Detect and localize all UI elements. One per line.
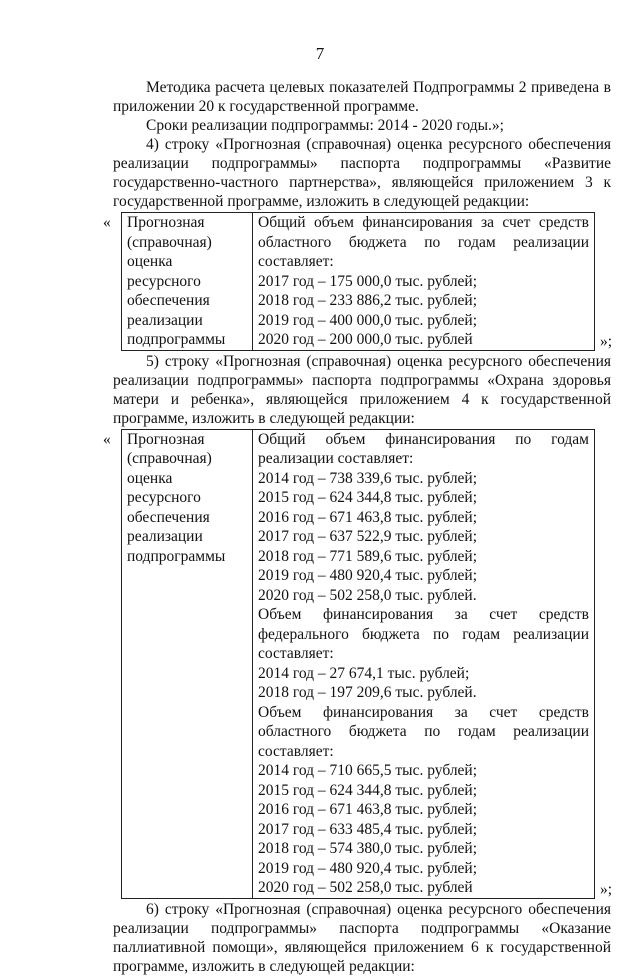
total-line: 2019 год – 480 920,4 тыс. рублей; xyxy=(258,567,478,584)
paragraph-item-6: 6) строку «Прогнозная (справочная) оценка ресурсного обеспечения реализации подпрограммы» паспорта подпрограммы «Оказание паллиативной помощи», являющейся приложением 6 к государственной программе, изложить в следующей редакции: xyxy=(113,900,611,975)
federal-line: 2018 год – 197 209,6 тыс. рублей. xyxy=(258,684,477,701)
document-body xyxy=(103,78,613,976)
label-line: реализации xyxy=(127,528,203,545)
label-line: Прогнозная xyxy=(127,430,205,448)
total-line: 2020 год – 502 258,0 тыс. рублей. xyxy=(258,586,477,604)
total-line: 2017 год – 637 522,9 тыс. рублей; xyxy=(258,528,478,545)
label-line: обеспечения xyxy=(127,292,210,309)
regional-line: 2018 год – 574 380,0 тыс. рублей; xyxy=(258,840,478,857)
label-line: (справочная) xyxy=(127,450,212,467)
label-line: оценка xyxy=(127,253,173,270)
table-1 xyxy=(121,212,595,351)
regional-line: 2020 год – 502 258,0 тыс. рублей xyxy=(258,879,473,896)
table-1-close-quote: »; xyxy=(600,332,613,350)
table-2-wrapper xyxy=(103,429,613,899)
table-1-value-cell xyxy=(253,213,595,351)
value-line: 2017 год – 175 000,0 тыс. рублей; xyxy=(258,272,478,290)
table-2-regional-intro: Объем финансирования за счет средств областного бюджета по годам реализации составляет: xyxy=(258,703,589,760)
label-line: ресурсного xyxy=(127,272,201,290)
table-2-label-cell xyxy=(122,429,253,898)
regional-line: 2017 год – 633 485,4 тыс. рублей; xyxy=(258,820,478,838)
table-1-intro: Общий объем финансирования за счет средств областного бюджета по годам реализации составляет: xyxy=(258,214,589,270)
paragraph-item-4: 4) строку «Прогнозная (справочная) оценка ресурсного обеспечения реализации подпрограммы» паспорта подпрограммы «Развитие государственно-частного партнерства», являющейся приложением 3 к государственной программе, изложить в следующей редакции: xyxy=(113,136,611,210)
label-line: подпрограммы xyxy=(127,547,226,565)
total-line: 2015 год – 624 344,8 тыс. рублей; xyxy=(258,489,478,506)
label-line: обеспечения xyxy=(127,508,210,526)
page-number: 7 xyxy=(315,44,325,63)
value-line: 2018 год – 233 886,2 тыс. рублей; xyxy=(258,292,478,309)
table-row xyxy=(122,429,595,898)
table-2 xyxy=(121,429,595,899)
label-line: реализации xyxy=(127,311,203,329)
value-line: 2020 год – 200 000,0 тыс. рублей xyxy=(258,331,473,348)
total-line: 2018 год – 771 589,6 тыс. рублей; xyxy=(258,547,478,565)
table-2-value-cell xyxy=(253,429,595,898)
regional-line: 2015 год – 624 344,8 тыс. рублей; xyxy=(258,781,478,799)
table-1-label-cell xyxy=(122,213,253,351)
table-1-open-quote: « xyxy=(103,214,111,231)
value-line: 2019 год – 400 000,0 тыс. рублей; xyxy=(258,311,478,329)
label-line: Прогнозная xyxy=(127,214,205,231)
regional-line: 2014 год – 710 665,5 тыс. рублей; xyxy=(258,762,478,779)
paragraph-terms: Сроки реализации подпрограммы: 2014 - 2020 годы.»; xyxy=(146,117,504,134)
table-2-close-quote: »; xyxy=(600,880,613,898)
label-line: (справочная) xyxy=(127,233,212,251)
federal-line: 2014 год – 27 674,1 тыс. рублей; xyxy=(258,664,470,682)
table-2-total-intro: Общий объем финансирования по годам реализации составляет: xyxy=(258,430,589,467)
label-line: ресурсного xyxy=(127,489,201,506)
label-line: подпрограммы xyxy=(127,331,226,348)
table-2-federal-intro: Объем финансирования за счет средств федерального бюджета по годам реализации составляет: xyxy=(258,606,589,662)
regional-line: 2016 год – 671 463,8 тыс. рублей; xyxy=(258,801,478,818)
table-row xyxy=(122,213,595,351)
paragraph-item-5: 5) строку «Прогнозная (справочная) оценка ресурсного обеспечения реализации подпрограммы» паспорта подпрограммы «Охрана здоровья матери и ребенка», являющейся приложением 4 к государственной программе, изложить в следующей редакции: xyxy=(113,352,611,427)
regional-line: 2019 год – 480 920,4 тыс. рублей; xyxy=(258,859,478,877)
total-line: 2016 год – 671 463,8 тыс. рублей; xyxy=(258,508,478,526)
table-1-wrapper xyxy=(103,212,613,351)
table-2-open-quote: « xyxy=(103,430,111,448)
label-line: оценка xyxy=(127,469,173,487)
total-line: 2014 год – 738 339,6 тыс. рублей; xyxy=(258,469,478,487)
paragraph-methodology: Методика расчета целевых показателей Подпрограммы 2 приведена в приложении 20 к государственной программе. xyxy=(113,79,611,115)
